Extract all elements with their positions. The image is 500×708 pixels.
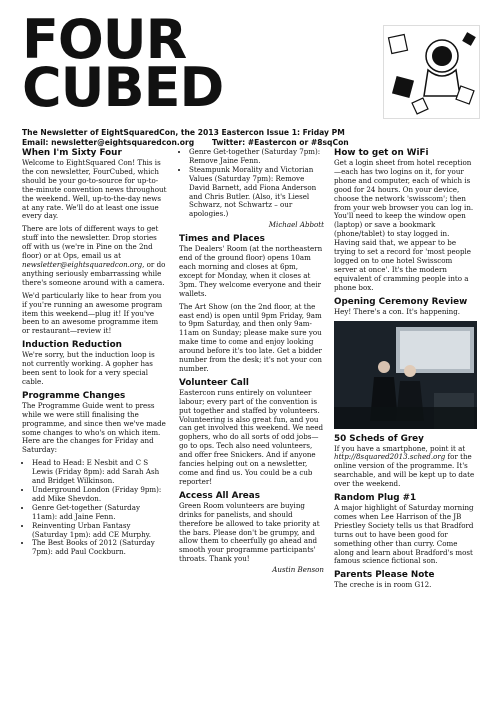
masthead: [22, 8, 352, 119]
column-1: [22, 148, 167, 561]
dealers-paragraph: The Dealers' Room (at the northeastern end of the ground floor) opens 10am each morning and closes at 6pm, except for Monday, when it closes at 3pm. They welcome everyone and their wallets.: [179, 244, 323, 298]
volunteer-paragraph: Eastercon runs entirely on volunteer labour; every part of the convention is put together and staffed by volunteers. Volunteering is also great fun, and you can get involved this weekend. We need gophers, who do all sorts of odd jobs—go to ops. Tech also need volunteers, and offer free Snickers. And if anyone fancies helping out on a newsletter, come and find us. You could be a cub reporter!: [179, 387, 324, 486]
heading-wifi: How to get on WiFi: [334, 148, 429, 158]
heading-programme-changes: Programme Changes: [22, 390, 126, 401]
newsletter-title: FOUR CUBED: [22, 8, 224, 119]
induction-paragraph: We're sorry, but the induction loop is not currently working. A gopher has been sent to look for a very special cable.: [22, 350, 155, 386]
sched-url-link[interactable]: http://8squared2013.sched.org: [334, 452, 446, 462]
contact-twitter: Twitter: #Eastercon or #8sqCon: [212, 138, 349, 147]
list-item: • Reinventing Urban Fantasy (Saturday 1pm): add CE Murphy.: [32, 522, 167, 540]
changes-list-continued: [179, 148, 324, 219]
art-show-paragraph: The Art Show (on the 2nd floor, at the east end) is open until 9pm Friday, 9am to 9pm Saturday, and then only 9am-11am on Sunday; please make sure you make time to come and enjoy looking around before it's too late. Get a bidder number from the desk; it's not your con number.: [179, 301, 322, 373]
opening-paragraph: Hey! There's a con. It's happening.: [334, 306, 461, 316]
scheds-paragraph: If you have a smartphone, point it at http://8squared2013.sched.org for the online version of the programme. It's searchable, and will be kept up to date over the weekend.: [334, 443, 475, 489]
byline-benson: Austin Benson: [272, 565, 324, 575]
access-paragraph: Green Room volunteers are buying drinks for panelists, and should therefore be allowed to take priority at the bars. Please don't be grumpy, and allow them to cheerfully go ahead and smooth your programme participants' throats. Thank you!: [179, 500, 320, 564]
space-cubes-artwork: [383, 25, 480, 119]
plug-bradford-paragraph: A major highlight of Saturday morning comes when Lee Harrison of the JB Priestley Society tells us that Bradford turns out to have been good for something other than curry. Come along and learn about Bradford's most famous science fictional son.: [334, 503, 474, 566]
newsletter-email-link[interactable]: newsletter@eightsquaredcon.org: [22, 259, 143, 269]
heading-random-plug: Random Plug #1: [334, 493, 417, 504]
issue-line: The Newsletter of EightSquaredCon, the 2013 Eastercon Issue 1: Friday PM: [22, 128, 345, 137]
creche-paragraph: The creche is in room G12.: [334, 580, 432, 590]
heading-opening-ceremony: Opening Ceremony Review: [334, 296, 468, 307]
astronaut-cubes-illustration: [384, 26, 479, 118]
stage-photo-illustration: [334, 321, 477, 429]
plug-paragraph: We'd particularly like to hear from you if you're running an awesome program item this weekend—plug it! If you've been to an awesome programme item or restaurant—review it!: [22, 290, 163, 336]
heading-access: Access All Areas: [179, 490, 260, 501]
heading-parents: Parents Please Note: [334, 570, 435, 581]
heading-times-places: Times and Places: [179, 234, 265, 245]
heading-sixty-four: When I'm Sixty Four: [22, 148, 122, 158]
tagline: [22, 128, 482, 148]
byline-abbott: Michael Abbott: [268, 220, 324, 230]
heading-induction: Induction Reduction: [22, 340, 122, 351]
list-item: • Steampunk Morality and Victorian Values (Saturday 7pm): Remove David Barnett, add Fiona Anderson and Chris Butler. (Also, it's Liesel Schwarz, not Schwartz – our apologies.): [189, 166, 324, 219]
opening-ceremony-photo: [334, 321, 477, 429]
changes-list: [22, 459, 167, 557]
list-item: • Genre Get-together (Saturday 7pm): Remove Jaine Fenn.: [189, 148, 324, 166]
list-item: • Genre Get-together (Saturday 11am): add Jaine Fenn.: [32, 504, 167, 522]
welcome-paragraph: Welcome to EightSquared Con! This is the con newsletter, FourCubed, which should be your go-to-source for up-to-the-minute convention news throughout the weekend. Well, up-to-the-day news at any rate. We'll do at least one issue every day.: [22, 158, 167, 221]
submissions-paragraph: There are lots of different ways to get stuff into the newsletter. Drop stories off with us (we're in Pine on the 2nd floor) or at Ops, email us at newsletter@eightsquaredcon.org, or do anything seriously embarrassing while there's someone around with a camera.: [22, 224, 166, 287]
heading-scheds: 50 Scheds of Grey: [334, 433, 424, 444]
list-item: • Head to Head: E Nesbit and C S Lewis (Friday 8pm): add Sarah Ash and Bridget Wilkinson.: [32, 459, 167, 486]
list-item: • Underground London (Friday 9pm): add Mike Shevdon.: [32, 486, 167, 504]
programme-paragraph: The Programme Guide went to press while we were still finalising the programme, and since then we've made some changes to who's on which item. Here are the changes for Friday and Saturday:: [22, 400, 166, 455]
wifi-paragraph: Get a login sheet from hotel reception—each has two logins on it, for your phone and computer, each of which is good for 24 hours. On your device, choose the network 'swisscom'; then from your web browser you can log in. You'll need to keep the window open (laptop) or save a bookmark (phone/tablet) to stay logged in. Having said that, we appear to be trying to set a record for 'most people logged on to one hotel Swisscom server at once'. It's the modern equivalent of cramming people into a phone box.: [334, 158, 474, 292]
list-item: • The Best Books of 2012 (Saturday 7pm): add Paul Cockburn.: [32, 539, 167, 557]
heading-volunteer: Volunteer Call: [179, 377, 249, 388]
column-3: [334, 148, 477, 594]
contact-email: Email: newsletter@eightsquaredcon.org: [22, 138, 195, 147]
column-2: [179, 148, 324, 578]
